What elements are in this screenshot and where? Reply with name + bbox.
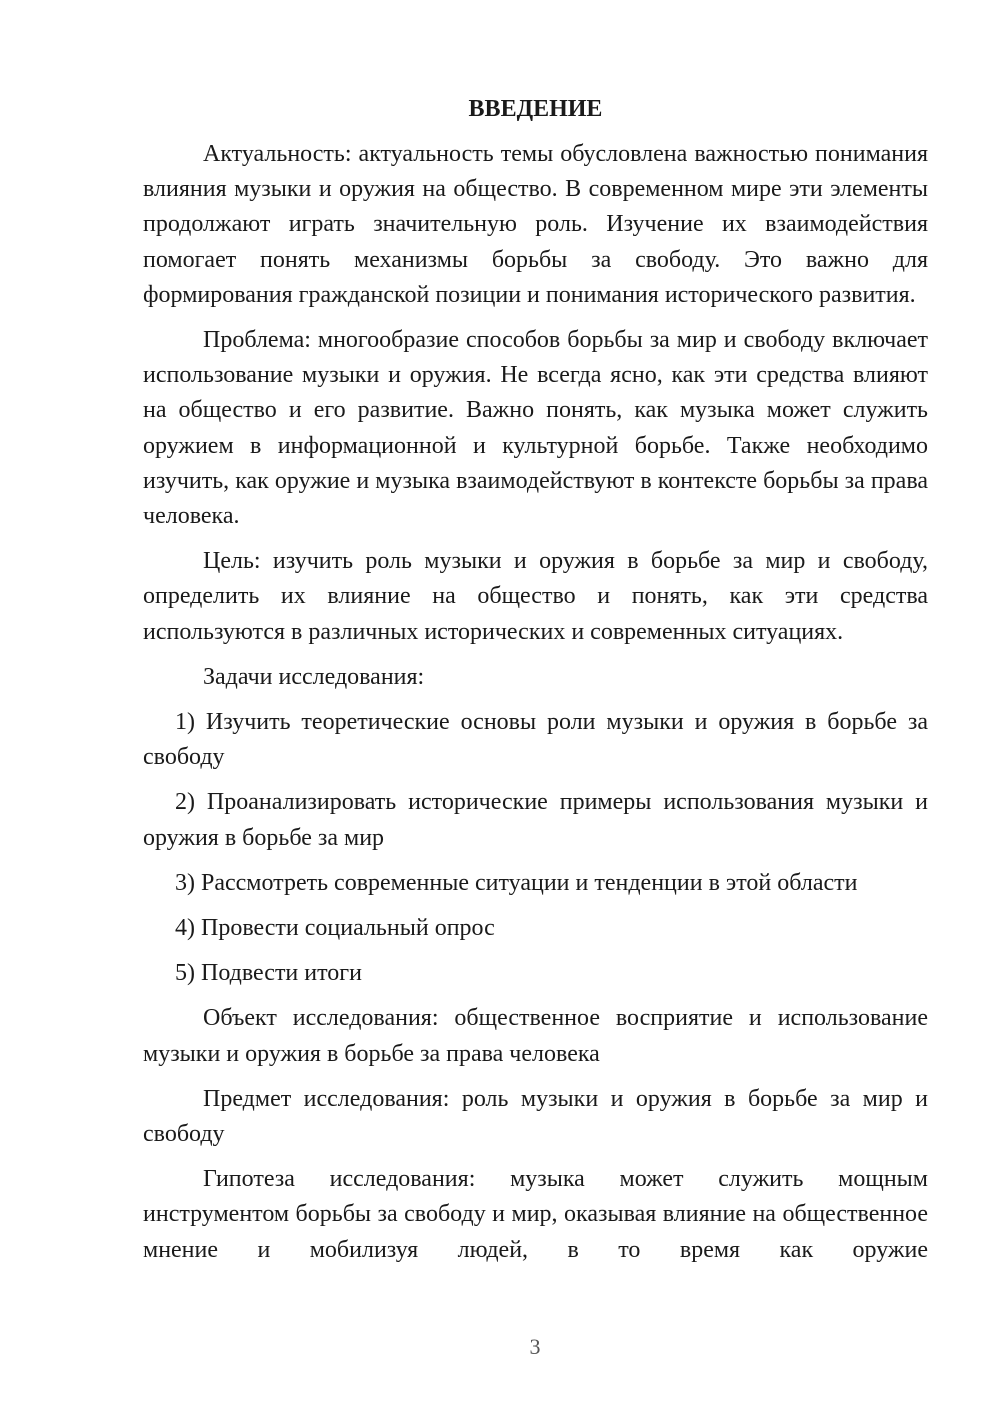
task-item: 2) Проанализировать исторические примеры использования музыки и оружия в борьбе за мир: [143, 789, 928, 851]
task-item: 1) Изучить теоретические основы роли музыки и оружия в борьбе за свободу: [143, 709, 928, 771]
task-item: 5) Подвести итоги: [175, 960, 362, 987]
paragraph-hypothesis: Гипотеза исследования: музыка может служить мощным инструментом борьбы за свободу и мир, оказывая влияние на общественное мнение и мобилизуя людей, в то время как оружие: [143, 1166, 928, 1263]
paragraph-relevance: Актуальность: актуальность темы обусловлена важностью понимания влияния музыки и оружия на общество. В современном мире эти элементы продолжают играть значительную роль. Изучение их взаимодействия помогает понять механизмы борьбы за свободу. Это важно для формирования гражданской позиции и понимания исторического развития.: [143, 141, 928, 308]
paragraph-goal: Цель: изучить роль музыки и оружия в борьбе за мир и свободу, определить их влияние на общество и понять, как эти средства используются в различных исторических и современных ситуациях.: [143, 548, 928, 645]
tasks-heading: Задачи исследования:: [203, 663, 425, 690]
paragraph-subject: Предмет исследования: роль музыки и оружия в борьбе за мир и свободу: [143, 1085, 928, 1148]
task-item: 3) Рассмотреть современные ситуации и тенденции в этой области: [175, 869, 858, 896]
paragraph-problem: Проблема: многообразие способов борьбы за мир и свободу включает использование музыки и оружия. Не всегда ясно, как эти средства влияют на общество и его развитие. Важно понять, как музыка может служить оружием в информационной и культурной борьбе. Также необходимо изучить, как оружие и музыка взаимодействуют в контексте борьбы за права человека.: [143, 327, 928, 530]
section-title: ВВЕДЕНИЕ: [468, 96, 603, 122]
task-item: 4) Провести социальный опрос: [175, 915, 495, 942]
page-number: 3: [529, 1334, 541, 1359]
paragraph-object: Объект исследования: общественное восприятие и использование музыки и оружия в борьбе за права человека: [143, 1005, 928, 1067]
page-content: [143, 92, 928, 1268]
